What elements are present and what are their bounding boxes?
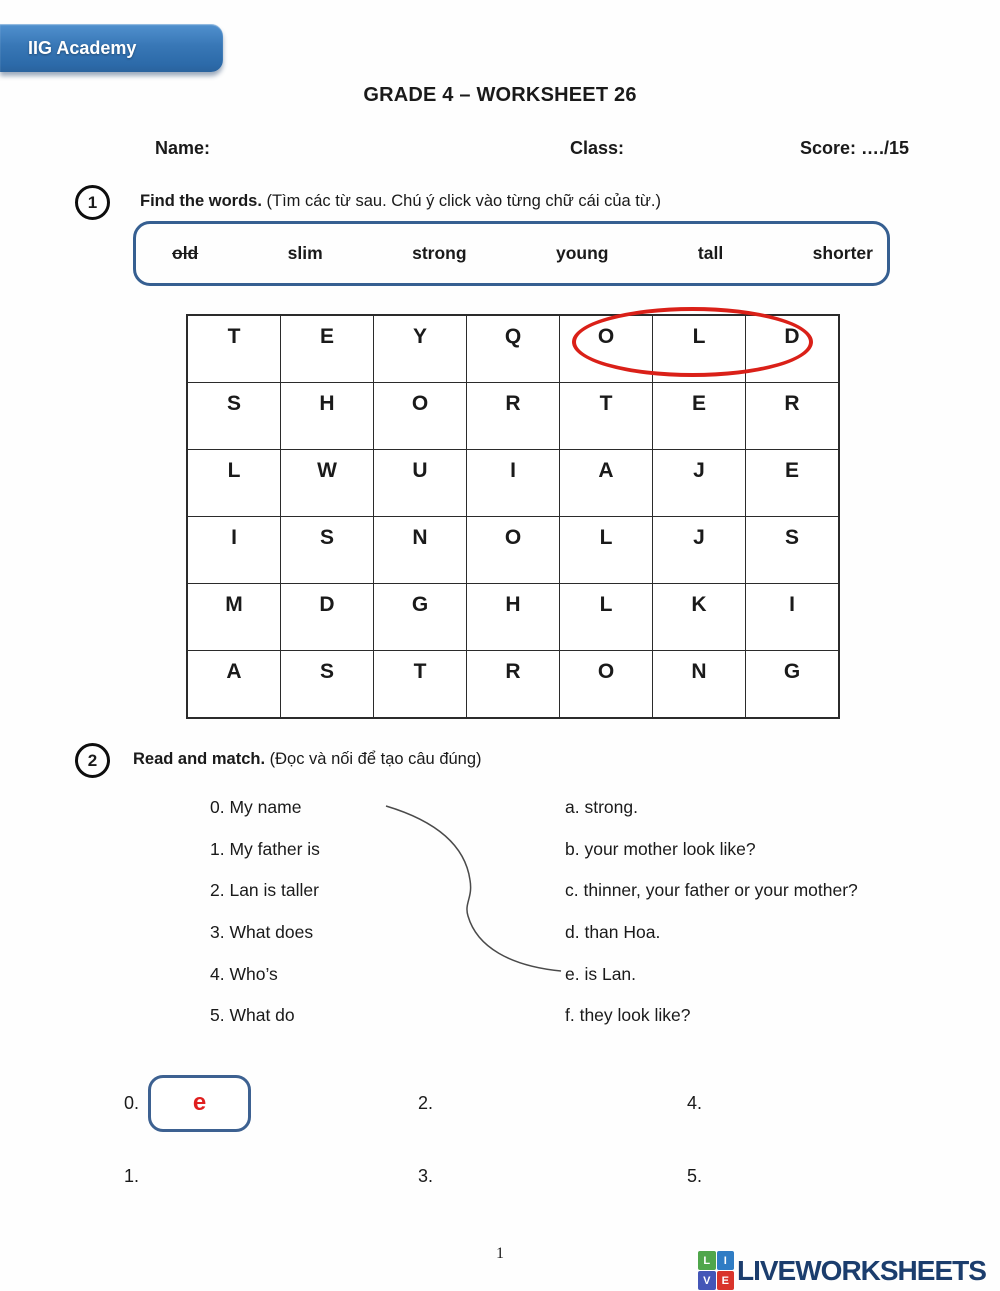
word-bank-word: strong: [412, 243, 467, 263]
grid-cell-letter[interactable]: Q: [467, 316, 559, 382]
word-bank-word: slim: [287, 243, 323, 263]
liveworksheets-logo-icon: [698, 1251, 734, 1290]
grid-cell-letter[interactable]: E: [653, 383, 745, 449]
word-bank-word: tall: [697, 243, 724, 263]
grid-cell-letter[interactable]: R: [467, 651, 559, 717]
grid-cell-letter[interactable]: T: [374, 651, 466, 717]
answer-slot-label: 0.: [124, 1092, 140, 1113]
match-right-item[interactable]: b. your mother look like?: [565, 838, 756, 859]
section2-number: 2: [87, 750, 98, 770]
page-title: GRADE 4 – WORKSHEET 26: [363, 84, 637, 106]
logo-tile-I: I: [717, 1251, 735, 1270]
grid-cell-letter[interactable]: H: [467, 584, 559, 650]
answer-box[interactable]: e: [148, 1075, 251, 1132]
grid-cell-letter[interactable]: E: [281, 316, 373, 382]
grid-cell-letter[interactable]: R: [746, 383, 838, 449]
score-label: Score: …./15: [800, 138, 910, 158]
grid-cell-letter[interactable]: M: [188, 584, 280, 650]
grid-cell-letter[interactable]: S: [188, 383, 280, 449]
grid-cell-letter[interactable]: N: [653, 651, 745, 717]
grid-cell-letter[interactable]: J: [653, 517, 745, 583]
name-label: Name:: [155, 138, 211, 158]
class-label: Class:: [570, 138, 625, 158]
academy-ribbon: [0, 24, 223, 72]
grid-cell-letter[interactable]: D: [746, 316, 838, 382]
grid-cell-letter[interactable]: O: [374, 383, 466, 449]
answer-slot-5: [687, 1147, 702, 1205]
word-bank-word: young: [556, 243, 609, 263]
section1-number: 1: [87, 192, 98, 212]
grid-cell-letter[interactable]: N: [374, 517, 466, 583]
answer-slot-label: 4.: [687, 1092, 703, 1113]
section2-number-badge: [75, 743, 110, 778]
match-left-item[interactable]: 5. What do: [210, 1005, 295, 1026]
grid-cell-letter[interactable]: A: [560, 450, 652, 516]
grid-cell-letter[interactable]: J: [653, 450, 745, 516]
grid-cell-letter[interactable]: U: [374, 450, 466, 516]
logo-tile-V: V: [698, 1271, 716, 1290]
grid-cell-letter[interactable]: T: [188, 316, 280, 382]
grid-cell-letter[interactable]: I: [467, 450, 559, 516]
section1-number-badge: [75, 185, 110, 220]
match-right-item[interactable]: d. than Hoa.: [565, 922, 661, 943]
match-left-item[interactable]: 2. Lan is taller: [210, 880, 319, 901]
grid-cell-letter[interactable]: R: [467, 383, 559, 449]
section2-title: Read and match.: [133, 750, 266, 768]
grid-cell-letter[interactable]: S: [746, 517, 838, 583]
grid-cell-letter[interactable]: O: [560, 651, 652, 717]
match-right-item[interactable]: e. is Lan.: [565, 963, 637, 984]
answer-slot-3: [418, 1147, 433, 1205]
grid-cell-letter[interactable]: T: [560, 383, 652, 449]
grid-cell-letter[interactable]: L: [560, 517, 652, 583]
grid-cell-letter[interactable]: W: [281, 450, 373, 516]
match-right-list: [565, 797, 858, 1047]
grid-cell-letter[interactable]: K: [653, 584, 745, 650]
section2-heading: [133, 750, 482, 769]
grid-cell-letter[interactable]: I: [746, 584, 838, 650]
logo-tile-E: E: [717, 1271, 735, 1290]
answer-slot-label: 1.: [124, 1165, 140, 1186]
grid-cell-letter[interactable]: S: [281, 517, 373, 583]
grid-cell-letter[interactable]: O: [467, 517, 559, 583]
grid-cell-letter[interactable]: H: [281, 383, 373, 449]
found-word-circle: [572, 307, 813, 377]
grid-cell-letter[interactable]: Y: [374, 316, 466, 382]
grid-cell-letter[interactable]: I: [188, 517, 280, 583]
grid-cell-letter[interactable]: G: [374, 584, 466, 650]
match-right-item[interactable]: a. strong.: [565, 797, 638, 817]
match-right-item[interactable]: f. they look like?: [565, 1005, 691, 1026]
section1-instruction: (Tìm các từ sau. Chú ý click vào từng chữ cái của từ.): [266, 192, 661, 210]
match-left-item[interactable]: 4. Who’s: [210, 963, 278, 984]
answer-slot-2: [418, 1074, 433, 1132]
logo-tile-L: L: [698, 1251, 716, 1270]
word-bank: [133, 221, 890, 286]
grid-cell-letter[interactable]: D: [281, 584, 373, 650]
match-left-item[interactable]: 1. My father is: [210, 838, 320, 859]
liveworksheets-logo-text: LIVEWORKSHEETS: [737, 1255, 986, 1286]
grid-cell-letter[interactable]: L: [653, 316, 745, 382]
match-left-list: [210, 797, 320, 1047]
grid-cell-letter[interactable]: G: [746, 651, 838, 717]
answer-slot-4: [687, 1074, 702, 1132]
match-left-item[interactable]: 0. My name: [210, 797, 302, 817]
answer-slot-0: [124, 1074, 251, 1132]
grid-cell-letter[interactable]: O: [560, 316, 652, 382]
page-number: 1: [496, 1245, 504, 1262]
grid-cell-letter[interactable]: L: [188, 450, 280, 516]
grid-cell-letter[interactable]: A: [188, 651, 280, 717]
academy-ribbon-label: IIG Academy: [28, 37, 137, 58]
grid-cell-letter[interactable]: L: [560, 584, 652, 650]
liveworksheets-logo[interactable]: [698, 1251, 986, 1290]
section1-heading: [140, 192, 661, 211]
answer-slot-label: 2.: [418, 1092, 434, 1113]
grid-cell-letter[interactable]: E: [746, 450, 838, 516]
word-bank-word: old: [172, 243, 199, 263]
match-right-item[interactable]: c. thinner, your father or your mother?: [565, 880, 858, 901]
word-bank-word: shorter: [812, 243, 873, 263]
match-left-item[interactable]: 3. What does: [210, 922, 314, 943]
word-search-grid: [186, 314, 840, 719]
answer-slot-label: 3.: [418, 1165, 434, 1186]
section1-title: Find the words.: [140, 192, 262, 210]
answer-slot-1: [124, 1147, 139, 1205]
section2-instruction: (Đọc và nối để tạo câu đúng): [269, 750, 482, 768]
grid-cell-letter[interactable]: S: [281, 651, 373, 717]
answer-slot-label: 5.: [687, 1165, 703, 1186]
